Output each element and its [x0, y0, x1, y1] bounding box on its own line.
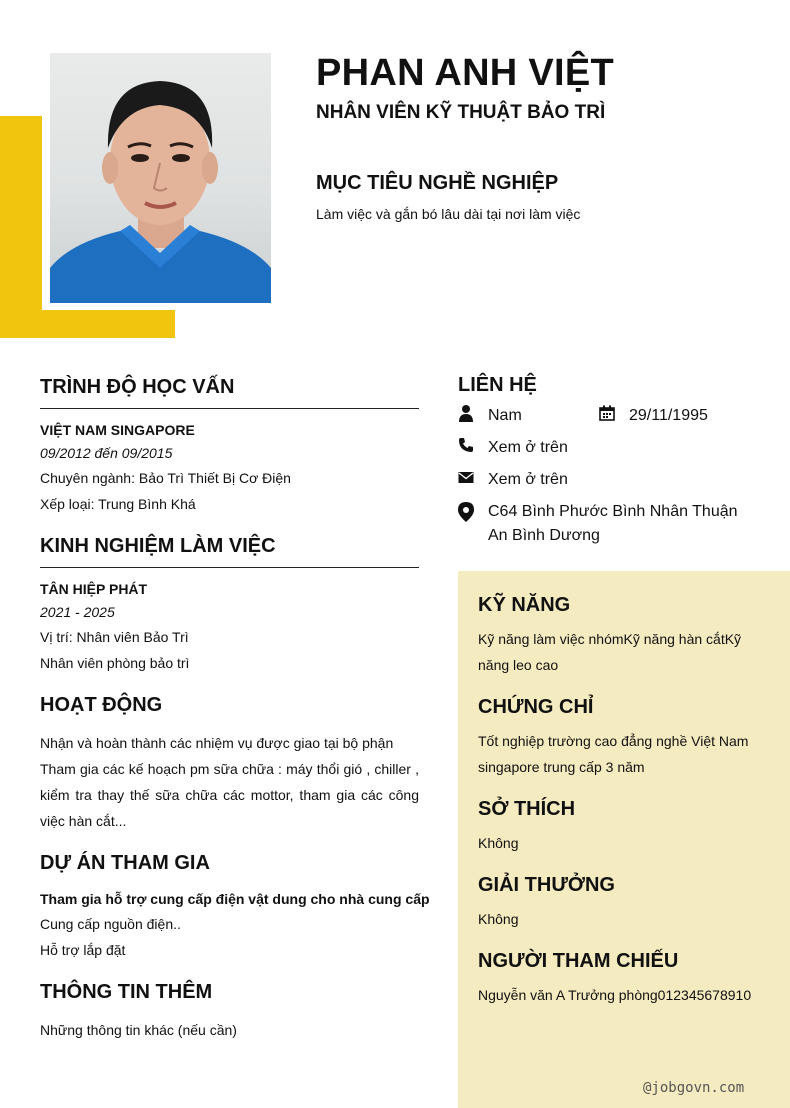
- education-period: 09/2012 đến 09/2015: [40, 445, 173, 461]
- contact-phone-text: Xem ở trên: [488, 439, 568, 456]
- contact-address-text: C64 Bình Phước Bình Nhân Thuận An Bình Dương: [488, 503, 738, 544]
- accent-bar-horizontal: [0, 310, 175, 338]
- more-info-text: Những thông tin khác (nếu cần): [40, 1022, 237, 1038]
- contact-gender: [458, 404, 522, 428]
- objective-text: Làm việc và gắn bó lâu dài tại nơi làm việc: [316, 206, 581, 222]
- skills-heading: KỸ NĂNG: [478, 594, 571, 616]
- location-pin-icon: [458, 503, 474, 521]
- job-title: NHÂN VIÊN KỸ THUẬT BẢO TRÌ: [316, 102, 606, 123]
- experience-position: Vị trí: Nhân viên Bảo Trì: [40, 629, 189, 645]
- certificates-text: Tốt nghiệp trường cao đẳng nghề Việt Nam singapore trung cấp 3 năm: [478, 733, 749, 775]
- contact-birthday: [599, 404, 708, 428]
- contact-birthday-text: 29/11/1995: [629, 407, 708, 424]
- contact-address: [458, 500, 748, 548]
- contact-phone: [458, 436, 568, 460]
- accent-bar-vertical: [0, 116, 42, 338]
- activities-line-2: Tham gia các kế hoạch pm sữa chữa : máy thổi gió , chiller , kiểm tra thay thế sữa chữa các mottor, tham gia các công việc hàn cắt...: [40, 761, 419, 829]
- education-divider: [40, 408, 419, 409]
- education-major: Chuyên ngành: Bảo Trì Thiết Bị Cơ Điện: [40, 470, 291, 486]
- experience-description: Nhân viên phòng bảo trì: [40, 655, 190, 671]
- contact-heading: LIÊN HỆ: [458, 374, 537, 396]
- profile-photo: [50, 53, 271, 303]
- experience-company: TÂN HIỆP PHÁT: [40, 581, 148, 597]
- skills-text: Kỹ năng làm việc nhómKỹ năng hàn cắtKỹ năng leo cao: [478, 631, 742, 673]
- education-school: VIỆT NAM SINGAPORE: [40, 422, 195, 438]
- experience-heading: KINH NGHIỆM LÀM VIỆC: [40, 535, 276, 557]
- objective-heading: MỤC TIÊU NGHỀ NGHIỆP: [316, 172, 559, 194]
- education-heading: TRÌNH ĐỘ HỌC VẤN: [40, 376, 235, 398]
- awards-text: Không: [478, 911, 519, 927]
- calendar-icon: [599, 404, 615, 422]
- experience-period: 2021 - 2025: [40, 604, 115, 620]
- contact-gender-text: Nam: [488, 407, 522, 424]
- hobbies-heading: SỞ THÍCH: [478, 798, 576, 820]
- experience-divider: [40, 567, 419, 568]
- project-line-1: Cung cấp nguồn điện..: [40, 916, 181, 932]
- projects-heading: DỰ ÁN THAM GIA: [40, 852, 210, 874]
- person-icon: [458, 404, 474, 422]
- hobbies-text: Không: [478, 835, 519, 851]
- certificates-heading: CHỨNG CHỈ: [478, 696, 594, 718]
- activities-text: [40, 730, 419, 834]
- project-title: Tham gia hỗ trợ cung cấp điện vật dung cho nhà cung cấp: [40, 891, 430, 907]
- awards-heading: GIẢI THƯỞNG: [478, 874, 615, 896]
- activities-heading: HOẠT ĐỘNG: [40, 694, 163, 716]
- education-grade: Xếp loại: Trung Bình Khá: [40, 496, 196, 512]
- envelope-icon: [458, 468, 474, 486]
- project-line-2: Hỗ trợ lắp đặt: [40, 942, 126, 958]
- phone-icon: [458, 436, 474, 454]
- contact-email-text: Xem ở trên: [488, 471, 568, 488]
- more-info-heading: THÔNG TIN THÊM: [40, 981, 213, 1003]
- references-heading: NGƯỜI THAM CHIẾU: [478, 950, 679, 972]
- watermark: @jobgovn.com: [643, 1080, 745, 1096]
- references-text: Nguyễn văn A Trưởng phòng012345678910: [478, 987, 752, 1003]
- contact-email: [458, 468, 568, 492]
- activities-line-1: Nhận và hoàn thành các nhiệm vụ được giao tại bộ phận: [40, 735, 394, 751]
- candidate-name: PHAN ANH VIỆT: [316, 52, 615, 94]
